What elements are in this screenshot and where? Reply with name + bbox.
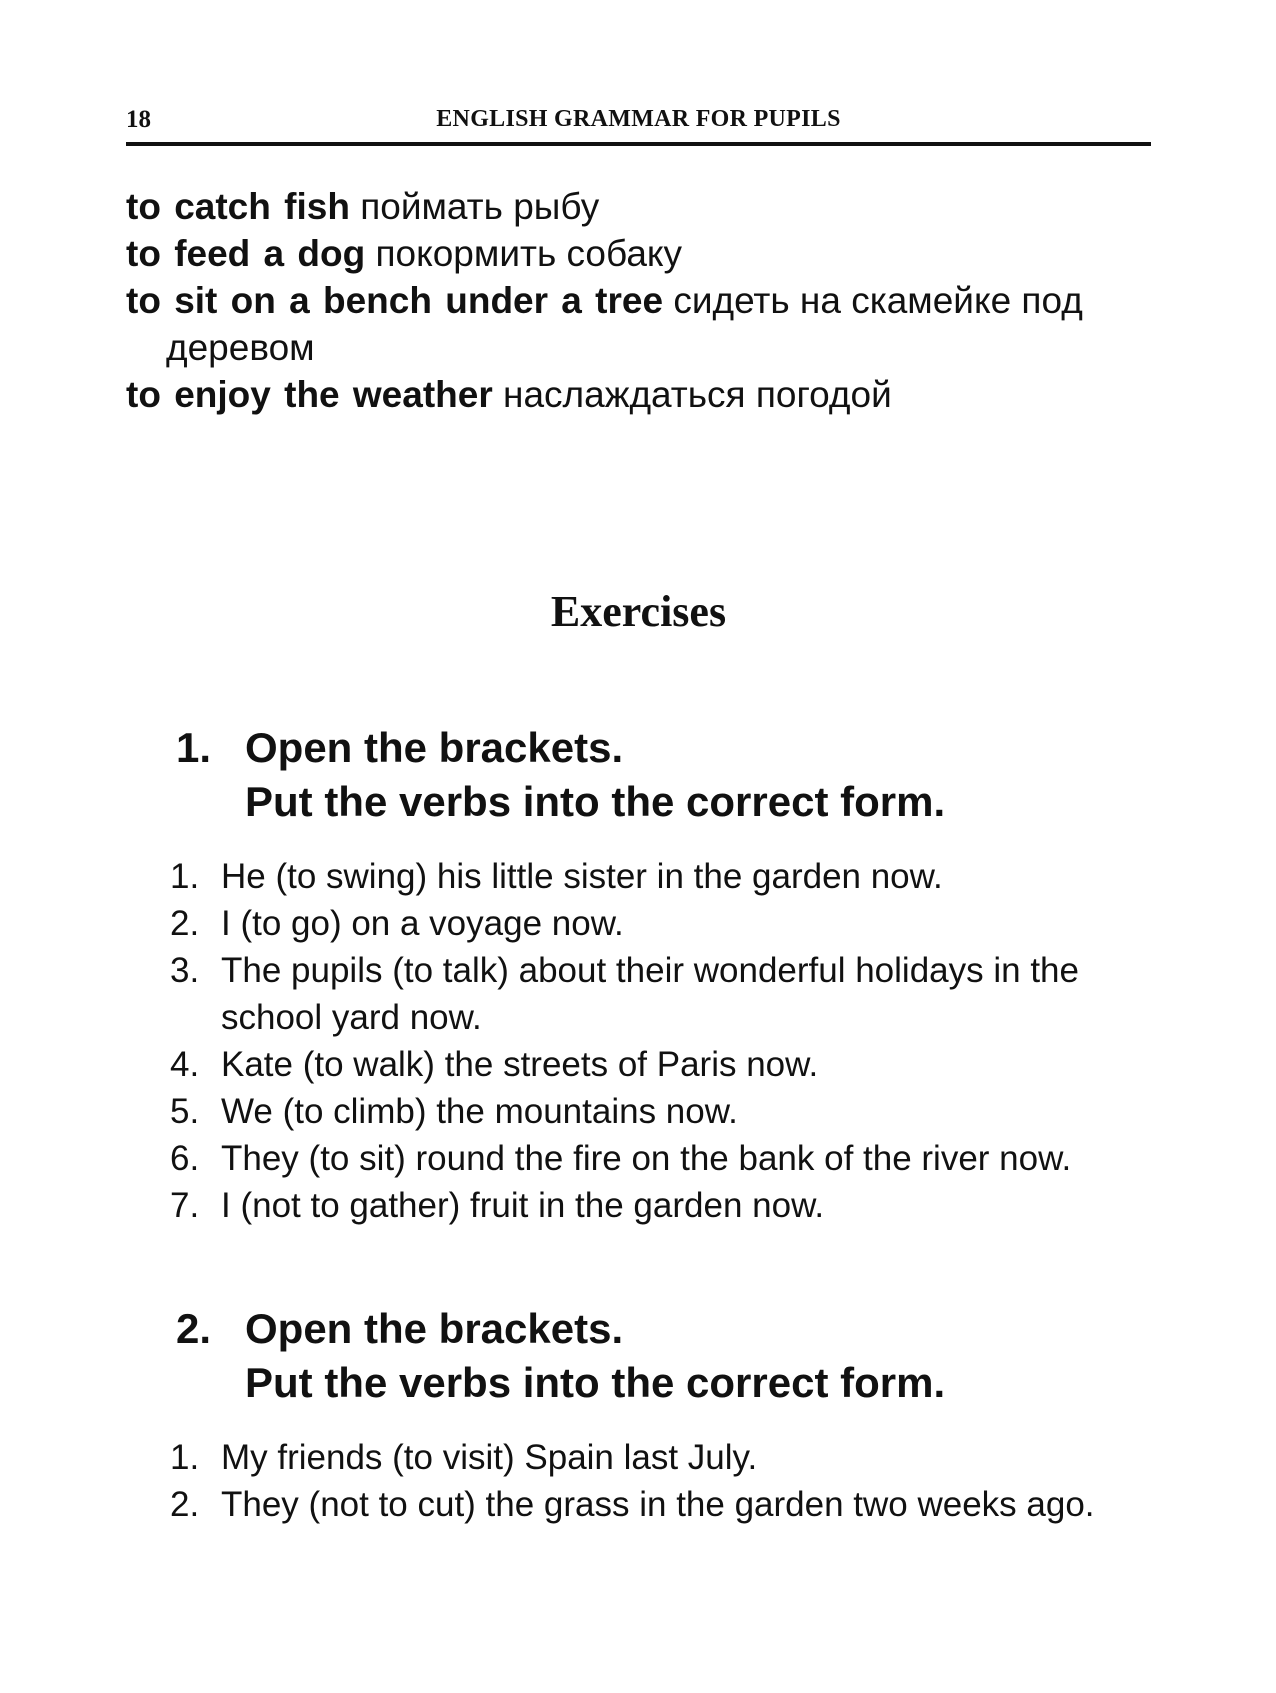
instruction-line-1: Open the brackets.	[245, 724, 624, 771]
item-text: Kate (to walk) the streets of Paris now.	[221, 1045, 819, 1084]
vocabulary-english: to enjoy the weather	[126, 374, 493, 415]
exercise-items	[126, 853, 1156, 1229]
exercise-1	[126, 721, 1156, 1229]
instruction-line-1: Open the brackets.	[245, 1305, 624, 1352]
exercise-instruction	[126, 721, 1156, 829]
item-number: 7.	[170, 1186, 200, 1225]
vocabulary-russian: поймать рыбу	[360, 186, 600, 227]
vocabulary-english: to sit on a bench under a tree	[126, 280, 664, 321]
item-number: 5.	[170, 1092, 200, 1131]
running-title: ENGLISH GRAMMAR FOR PUPILS	[436, 106, 841, 132]
vocabulary-list	[126, 183, 1156, 418]
section-title: Exercises	[550, 587, 727, 636]
exercise-items	[126, 1434, 1156, 1528]
item-text: The pupils (to talk) about their wonderful holidays in the school yard now.	[221, 951, 1079, 1037]
exercise-2	[126, 1302, 1156, 1528]
exercise-item	[126, 1135, 1156, 1182]
item-text: I (to go) on a voyage now.	[221, 904, 624, 943]
item-text: We (to climb) the mountains now.	[221, 1092, 738, 1131]
exercise-item	[126, 947, 1156, 1041]
item-number: 2.	[170, 904, 200, 943]
vocabulary-entry	[126, 277, 1156, 371]
item-text: They (to sit) round the fire on the bank of the river now.	[221, 1139, 1072, 1178]
item-number: 1.	[170, 1438, 200, 1477]
exercise-item	[126, 853, 1156, 900]
vocabulary-russian: сидеть на скамейке под деревом	[166, 280, 1083, 368]
page-header	[126, 106, 1151, 146]
vocabulary-english: to feed a dog	[126, 233, 366, 274]
exercise-item	[126, 1434, 1156, 1481]
item-text: I (not to gather) fruit in the garden now.	[221, 1186, 825, 1225]
exercise-number: 1.	[176, 724, 212, 771]
vocabulary-english: to catch fish	[126, 186, 350, 227]
vocabulary-entry	[126, 183, 1156, 230]
item-number: 6.	[170, 1139, 200, 1178]
vocabulary-entry	[126, 230, 1156, 277]
exercise-item	[126, 1481, 1156, 1528]
exercise-instruction	[126, 1302, 1156, 1410]
instruction-line-2: Put the verbs into the correct form.	[245, 1359, 946, 1406]
exercise-item	[126, 900, 1156, 947]
item-text: He (to swing) his little sister in the garden now.	[221, 857, 943, 896]
vocabulary-russian: наслаждаться погодой	[503, 374, 892, 415]
exercise-item	[126, 1041, 1156, 1088]
instruction-line-2: Put the verbs into the correct form.	[245, 778, 946, 825]
vocabulary-russian: покормить собаку	[375, 233, 683, 274]
item-number: 4.	[170, 1045, 200, 1084]
item-text: They (not to cut) the grass in the garden two weeks ago.	[221, 1485, 1095, 1524]
item-text: My friends (to visit) Spain last July.	[221, 1438, 758, 1477]
page-number: 18	[126, 106, 151, 133]
vocabulary-entry	[126, 371, 1156, 418]
item-number: 3.	[170, 951, 200, 990]
item-number: 1.	[170, 857, 200, 896]
item-number: 2.	[170, 1485, 200, 1524]
exercise-item	[126, 1182, 1156, 1229]
exercise-number: 2.	[176, 1305, 212, 1352]
exercise-item	[126, 1088, 1156, 1135]
